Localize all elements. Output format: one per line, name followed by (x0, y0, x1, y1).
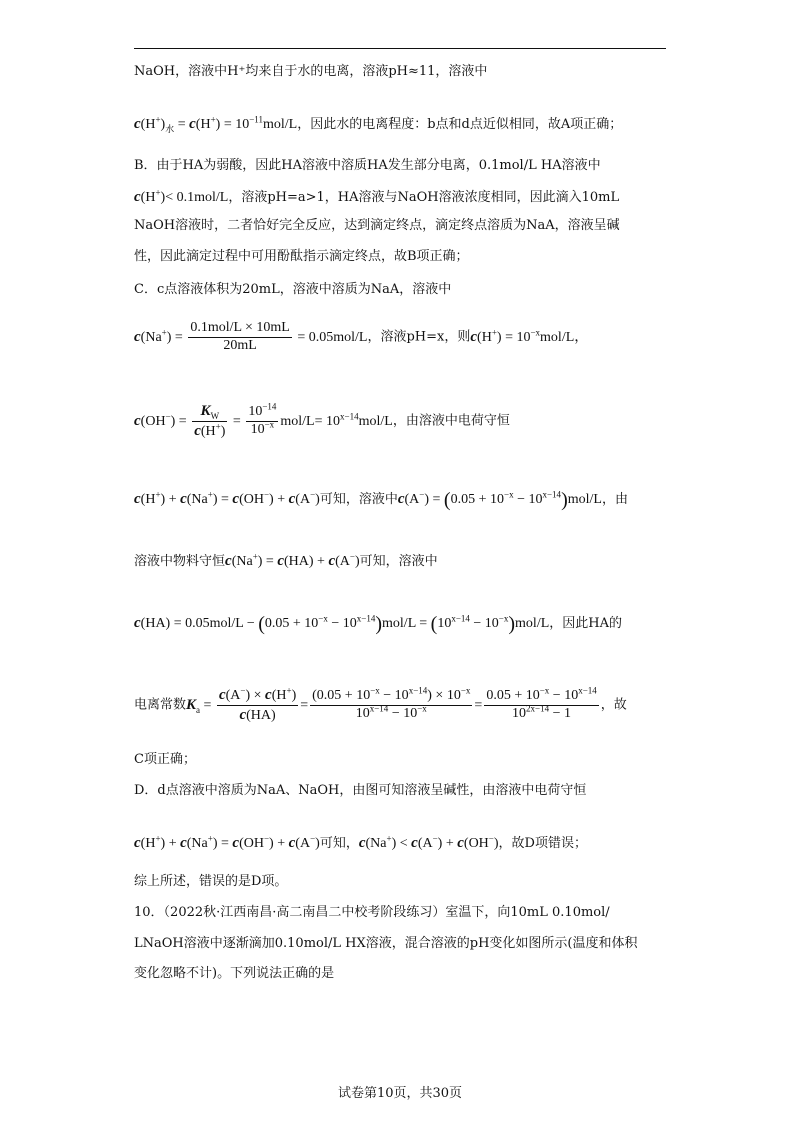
line-8-text: ，溶液pH=x，则 (367, 329, 471, 345)
line-9-text: ，由溶液中电荷守恒 (392, 413, 510, 429)
line-2-text: ，因此水的电离程度：b点和d点近似相同，故A项正确； (297, 117, 623, 132)
line-12-text: ，因此HA的 (549, 616, 623, 632)
line-16-text-b: ，故D项错误； (498, 836, 587, 851)
formula-ch-water: $c(H^+)_水 = c(H^+) = 10^{-11}mol/L$ (134, 114, 298, 134)
line-5: NaOH溶液时，二者恰好完全反应，达到滴定终点，滴定终点溶质为NaA，溶液呈碱 (134, 218, 620, 233)
line-14: C项正确； (134, 752, 196, 767)
question-10-line-3: 变化忽略不计)。下列说法正确的是 (134, 966, 335, 981)
formula-ch-x: $c(H^+) = 10^{-x}mol/L$， (470, 326, 589, 345)
line-12 (134, 612, 622, 636)
line-16 (134, 834, 587, 853)
line-4-text: ，溶液pH=a>1，HA溶液与NaOH溶液浓度相同，因此滴入10mL (228, 190, 620, 205)
line-13 (134, 686, 627, 725)
line-13-text-a: 电离常数 (134, 697, 187, 713)
formula-material: c(Na+) = c(HA) + c(A−) (225, 551, 360, 569)
formula-ineq: c(Na+) < c(A−) + c(OH−) (358, 833, 499, 851)
line-8 (134, 320, 588, 355)
line-16-text-a: 可知， (319, 836, 359, 851)
line-13-text-b: ，故 (600, 697, 627, 713)
formula-cna: c(Na+) = $\frac{\text{0.1mol/L × 10mL}}{20mL}$ = 0.05mol/L (134, 320, 368, 353)
line-10-text-b: ，由 (601, 492, 628, 508)
formula-charge-2: c(H+) + c(Na+) = c(OH−) + c(A−) (134, 833, 320, 851)
line-2 (134, 115, 622, 134)
formula-ka: $K_a$ = $\frac{c(A^-) \times c(H^+)}{c(HA)}$ = $\frac{(0.05 + 10^{-x} - 10^{x-14}) \times 10^{-x}}{10^{x-14} - 10^{-x}}$ = $\frac{0.05 + 10^{-x} - 10^{x-14}}{10^{2x-14} - 1}$ (186, 685, 597, 723)
line-4 (134, 188, 619, 207)
line-9 (134, 402, 510, 441)
top-rule (134, 48, 666, 49)
line-10-text-a: 可知，溶液中 (319, 492, 398, 508)
question-10-line-2: LNaOH溶液中逐渐滴加0.10mol/L HX溶液，混合溶液的pH变化如图所示(温度和体积 (134, 936, 638, 951)
line-6: 性，因此滴定过程中可用酚酞指示滴定终点，故B项正确； (134, 249, 469, 264)
formula-ca: $c(A^-) = (0.05 + 10^{-x} - 10^{x-14})mol/L$ (397, 489, 602, 511)
line-15: D．d点溶液中溶质为NaA、NaOH，由图可知溶液呈碱性，由溶液中电荷守恒 (134, 783, 587, 798)
line-3: B．由于HA为弱酸，因此HA溶液中溶质HA发生部分电离，0.1mol/L HA溶液中 (134, 158, 601, 173)
line-1: NaOH，溶液中H⁺均来自于水的电离，溶液pH≈11，溶液中 (134, 64, 488, 79)
formula-cha: $c(HA) = 0.05mol/L - (0.05 + 10^{-x} - 10^{x-14})mol/L = (10^{x-14} - 10^{-x})mol/L$ (134, 613, 550, 635)
question-10-line-1: 10．（2022秋·江西南昌·高二南昌二中校考阶段练习）室温下，向10mL 0.10mol/ (134, 905, 610, 920)
line-17: 综上所述，错误的是D项。 (134, 874, 288, 889)
line-11-text-b: 可知，溶液中 (359, 554, 438, 569)
formula-coh: c(OH−) = $\frac{K_W}{c(H^+)}$ = $\frac{10^{-14}}{10^{-x}}$ $mol/L= 10^{x-14}mol/L$ (134, 401, 393, 439)
line-7: C．c点溶液体积为20mL，溶液中溶质为NaA，溶液中 (134, 282, 452, 297)
formula-charge-1: c(H+) + c(Na+) = c(OH−) + c(A−) (134, 489, 320, 508)
line-11-text-a: 溶液中物料守恒 (134, 554, 226, 569)
page-footer: 试卷第10页，共30页 (337, 1086, 463, 1101)
line-10 (134, 488, 628, 512)
line-11 (134, 552, 438, 571)
formula-ch-lt: c(H+)< 0.1mol/L (134, 187, 229, 205)
